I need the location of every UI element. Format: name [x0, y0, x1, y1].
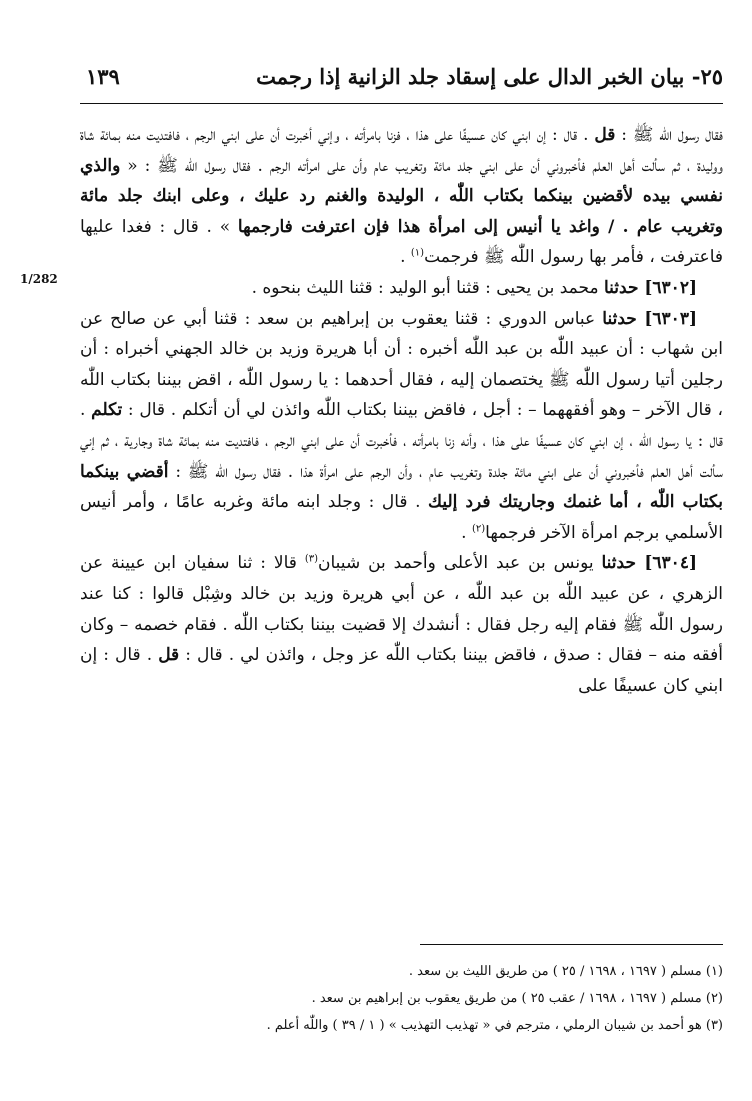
footnote-1: (١) مسلم ( ١٦٩٧ ، ١٦٩٨ / ٢٥ ) من طريق الليث بن سعد .: [408, 964, 723, 979]
footnotes: [80, 958, 723, 1039]
footnote-marker: (٢): [471, 523, 486, 535]
running-header: [80, 60, 723, 100]
hadith-6303: [٦٣٠٣] حدثنا عباس الدوري : قثنا يعقوب بن إبراهيم بن سعد : قثنا أبي عن صالح عن ابن شهاب : أن عبيد اللّٰه بن عبد اللّٰه أخبره : أن أبا هريرة وزيد بن خالد الجهني أخبراه : أن رجلين أتيا رسول اللّٰه ﷺ يختصمان إليه ، فقال أحدهما : يا رسول اللّٰه ، اقض بيننا بكتاب اللّٰه ، قال الآخر – وهو أفقههما – : أجل ، فاقض بيننا بكتاب اللّٰه وائذن لي أن أتكلم . قال : تكلم . قال : يا رسول اللّٰه ، إن ابني كان عسيفًا على هذا ، وأنه زنا بامرأته ، فأخبرت أن على ابني الرجم ، فافتديت منه بمائة شاة وجارية ، ثم إني سألت أهل العلم فأخبروني أن على ابني مائة جلدة وتغريب عام ، وأن الرجم على امرأة هذا . فقال رسول اللّٰه ﷺ : أقضي بينكما بكتاب اللّٰه ، أما غنمك وجاريتك فرد إليك . قال : وجلد ابنه مائة وغربه عامًا ، وأمر أنيس الأسلمي برجم امرأة الآخر فرجمها$^{(٢)}$ .: [80, 308, 723, 543]
chapter-title: ٢٥- بيان الخبر الدال على إسقاد جلد الزانية إذا رجمت: [256, 64, 723, 89]
main-text: [80, 120, 723, 701]
hadith-number: [٦٣٠٤] حدثنا: [601, 553, 697, 574]
footnote-3: (٣) هو أحمد بن شيبان الرملي ، مترجم في « تهذيب التهذيب » ( ١ / ٣٩ ) واللّٰه أعلم .: [266, 1018, 723, 1033]
footnote-marker: (١): [410, 247, 425, 259]
page-number: ١٣٩: [86, 64, 120, 89]
footnote-rule: [420, 944, 723, 945]
footnote-marker: (٣): [304, 553, 319, 565]
paragraph-continuation: فقال رسول اللّٰه ﷺ : قل . قال : إن ابني كان عسيفًا على هذا ، فزنا بامرأته ، وإني أخبرت أن على ابني الرجم ، فافتديت منه بمائة شاة ووليدة ، ثم سألت أهل العلم فأخبروني أن على ابني جلد مائة وتغريب عام وأن على امرأته الرجم . فقال رسول اللّٰه ﷺ : « والذي نفسي بيده لأقضين بينكما بكتاب اللّٰه ، الوليدة والغنم رد عليك ، وعلى ابنك جلد مائة وتغريب عام . / واغد يا أنيس إلى امرأة هذا فإن اعترفت فارجمها » . قال : فغدا عليها فاعترفت ، فأمر بها رسول اللّٰه ﷺ فرجمت$^{(١)}$ .: [80, 125, 723, 268]
margin-reference: 1/282: [20, 272, 58, 286]
hadith-6302: [٦٣٠٢] حدثنا محمد بن يحيى : قثنا أبو الوليد : قثنا الليث بنحوه .: [251, 277, 697, 298]
header-rule: [80, 103, 723, 104]
footnote-2: (٢) مسلم ( ١٦٩٧ ، ١٦٩٨ / عقب ٢٥ ) من طريق يعقوب بن إبراهيم بن سعد .: [311, 991, 723, 1006]
hadith-number: [٦٣٠٢] حدثنا: [603, 277, 697, 298]
hadith-6304: [٦٣٠٤] حدثنا يونس بن عبد الأعلى وأحمد بن شيبان$^{(٣)}$ قالا : ثنا سفيان ابن عيينة عن الزهري ، عن عبيد اللّٰه بن عبد اللّٰه ، عن أبي هريرة وزيد بن خالد وشِبْل قالوا : كنا عند رسول اللّٰه ﷺ فقام إليه رجل فقال : أنشدك إلا قضيت بيننا بكتاب اللّٰه . فقام خصمه – وكان أفقه منه – فقال : صدق ، فاقض بيننا بكتاب اللّٰه عز وجل ، وائذن لي . قال : قل . قال : إن ابني كان عسيفًا على: [80, 553, 723, 696]
hadith-number: [٦٣٠٣] حدثنا: [602, 308, 697, 329]
